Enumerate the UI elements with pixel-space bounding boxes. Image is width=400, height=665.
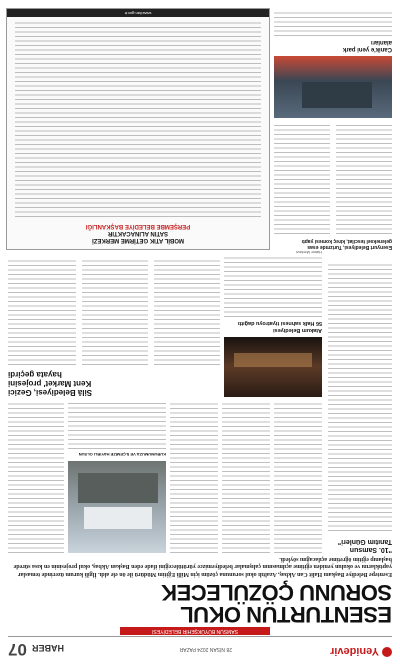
article-2-col-3 — [8, 257, 76, 365]
headline-line-2: SORUNU ÇÖZÜLECEK — [161, 580, 392, 605]
article-2-title-line-2: Kent Market' projesini — [8, 379, 92, 388]
sidebar-text — [328, 263, 392, 531]
article-4-title-line-1: Esenyurt Belediyesi, Turizmde esas — [307, 244, 392, 250]
article-3-title-line-1: Atakum Belediyesi — [273, 327, 322, 333]
headline-line-1: ESENTURTUN OKUL — [180, 602, 392, 627]
article-5-title-line-1: Canik'e yeni park — [342, 46, 392, 52]
article-2 — [8, 257, 220, 397]
theater-photo — [224, 337, 322, 397]
announcement-title-line-3: PERŞEMBE BELEDİYE BAŞKANLIĞI — [85, 223, 191, 229]
page-number: 07 — [8, 640, 27, 659]
article-1-subhead: KURUMUMUZA VE İLÇEMİZE HAYIRLI OLSUN — [78, 452, 166, 457]
lead-paragraph: Esentepe Belediye Başkanı Halit Can Akbaş, Azaltılı okul sorununa çözüm için Milli Eğitim Müdürü ile ön ele aldı. İlgili kurum üzerinde temaslar yaptıklarını ve okulun yeniden eğitime açılmasının çalışmalar belediyemizce yürütüleceğini ifade eden Başkan Akbaş, okul projesinin en kısa sürede başlanıp eğitim öğretime açılacağını söyledi. — [13, 556, 392, 577]
article-1-col-2 — [222, 403, 270, 553]
article-2-title-line-3: hayata geçirdi — [8, 370, 62, 379]
article-4 — [274, 10, 392, 250]
article-4-col-1 — [336, 122, 392, 234]
announcement-title-line-2: SATIN ALINACAKTIR — [108, 230, 168, 236]
article-5-text — [274, 10, 392, 36]
article-5-title-line-2: alanları — [370, 39, 392, 45]
article-1-col-1 — [274, 403, 322, 553]
article-1-col-3 — [170, 403, 218, 553]
announcement-title — [7, 222, 269, 243]
article-1-col-5 — [8, 403, 64, 553]
article-5-title — [274, 38, 392, 52]
sidebar-title: "10. Samsun Tanıtım Günleri" — [337, 538, 392, 553]
classroom-photo — [68, 461, 166, 553]
article-4-col-2 — [274, 122, 330, 234]
article-2-title-line-1: Silâ Belediyesi, Gezici — [8, 388, 93, 397]
main-headline — [8, 581, 392, 625]
announcement-title-line-1: MOBİL ATIK GETİRME MERKEZİ — [92, 237, 184, 243]
article-3-text — [224, 257, 322, 317]
issue-date: 28 NİSAN 2024 PAZAR — [179, 646, 232, 652]
announcement-body — [15, 21, 261, 217]
page-header — [8, 636, 392, 659]
photo-caption: Haber Merkezi — [295, 250, 322, 255]
article-1-col-4 — [68, 403, 166, 449]
announcement-footer: www.ilan.gov.tr — [7, 9, 269, 17]
article-2-col-2 — [82, 257, 148, 365]
article-3-title-line-2: 56 Halk sahnesi tiyatroyu dağıttı — [237, 320, 322, 327]
city-photo — [274, 56, 392, 118]
article-2-col-1 — [154, 257, 220, 365]
top-banner: SAMSUN BÜYÜKŞEHİR BELEDİYESİ — [120, 627, 270, 635]
article-4-title-line-2: geleneksel tescilat, kireç komesi yaptı — [301, 238, 392, 244]
sidebar-column — [328, 263, 392, 553]
article-4-title — [274, 238, 392, 250]
article-3 — [224, 257, 322, 397]
tender-announcement — [6, 8, 270, 250]
article-3-title — [224, 320, 322, 333]
article-1 — [8, 403, 322, 553]
section-label: HABER — [32, 643, 65, 653]
brand-mark-icon — [382, 647, 392, 657]
article-2-title — [8, 370, 220, 397]
brand-logo — [330, 645, 392, 657]
brand-name: Yenidevir — [330, 645, 379, 657]
